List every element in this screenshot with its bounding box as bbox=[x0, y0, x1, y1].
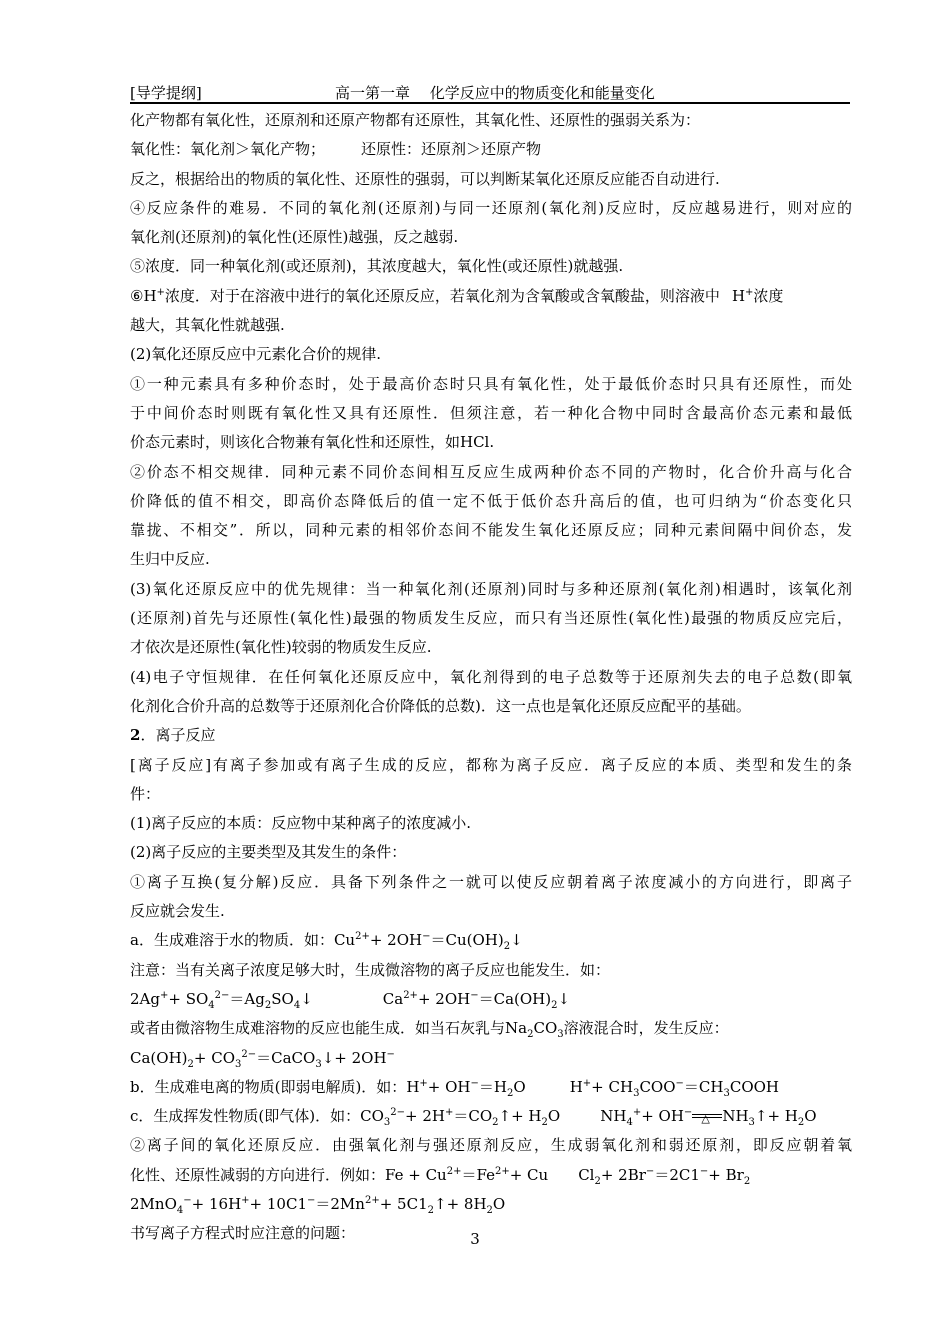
paragraph-line: 反应就会发生. bbox=[130, 902, 225, 921]
paragraph-line: 化产物都有氧化性，还原剂和还原产物都有还原性，其氧化性、还原性的强弱关系为： bbox=[130, 111, 701, 129]
paragraph-line: 反之，根据给出的物质的氧化性、还原性的强弱，可以判断某氧化还原反应能否自动进行. bbox=[130, 169, 720, 188]
equation-line: $2Ag^++ SO_4^{2-}=Ag_2SO_4↓$ $Ca^{2+}+$ $2OH^-=Ca(OH)_2↓$ bbox=[130, 989, 571, 1011]
paragraph-line: (3)氧化还原反应中的优先规律：当一种氧化剂(还原剂)同时与多种还原剂(氧化剂)相遇时，该氧化剂 bbox=[130, 579, 852, 598]
paragraph-line: 氧化剂(还原剂)的氧化性(还原性)越强，反之越弱. bbox=[130, 228, 459, 247]
section-heading: 2．离子反应 bbox=[130, 726, 216, 745]
equation-line: b．生成难电离的物质(即弱电解质)．如：$H^++ OH^-=H_2O$ $H^++ CH_3COO^-=CH_3COOH$ bbox=[130, 1077, 780, 1099]
header-tag: [导学提纲] bbox=[130, 84, 202, 102]
paragraph-line: ①一种元素具有多种价态时，处于最高价态时只具有氧化性，处于最低价态时只具有还原性，而处 bbox=[130, 374, 852, 393]
paragraph-line: 于中间价态时则既有氧化性又具有还原性．但须注意，若一种化合物中同时含最高价态元素和最低 bbox=[130, 403, 852, 422]
heating-condition-sign: △ bbox=[692, 1106, 722, 1124]
paragraph-line: (2)氧化还原反应中元素化合价的规律. bbox=[130, 345, 382, 364]
paragraph-line: (还原剂)首先与还原性(氧化性)最强的物质发生反应，而只有当还原性(氧化性)最强的物质反应完后， bbox=[130, 609, 852, 628]
paragraph-line: 件： bbox=[130, 784, 161, 803]
equation-line: $Ca(OH)_2+$ $CO_3^{2-}=CaCO_3↓+ 2OH^-$ bbox=[130, 1048, 395, 1070]
paragraph-line: 氧化性：氧化剂＞氧化产物； 还原性：还原剂＞还原产物 bbox=[130, 140, 542, 159]
paragraph-line: 书写离子方程式时应注意的问题： bbox=[130, 1224, 356, 1243]
paragraph-line: 价降低的值不相交，即高价态降低后的值一定不低于低价态升高后的值，也可归纳为“价态变化只 bbox=[130, 491, 852, 510]
equation-line: c．生成挥发性物质(即气体)．如：$CO_3^{2-}+$ $2H^+=CO_2↑+ H_2O$ $NH_4^++ OH^-$ △ $NH_3↑+ H_2O$ bbox=[130, 1107, 817, 1129]
paragraph-line: ④反应条件的难易．不同的氧化剂(还原剂)与同一还原剂(氧化剂)反应时，反应越易进行，则对应的 bbox=[130, 198, 852, 217]
paragraph-line: 才依次是还原性(氧化性)较弱的物质发生反应. bbox=[130, 638, 432, 657]
paragraph-line: (1)离子反应的本质：反应物中某种离子的浓度减小. bbox=[130, 814, 472, 833]
paragraph-line: 越大，其氧化性就越强. bbox=[130, 316, 285, 335]
paragraph-line: ②价态不相交规律．同种元素不同价态间相互反应生成两种价态不同的产物时，化合价升高与化合 bbox=[130, 462, 852, 481]
page-number: 3 bbox=[470, 1230, 480, 1248]
equation-line: 化性、还原性减弱的方向进行．例如：$Fe + Cu^{2+}=Fe^{2+}+ Cu$ $Cl_2+ 2Br^-=2C1^-+ Br_2$ bbox=[130, 1165, 751, 1187]
paragraph-line: 注意：当有关离子浓度足够大时，生成微溶物的离子反应也能发生．如： bbox=[130, 960, 611, 979]
paragraph-line: ⑤浓度．同一种氧化剂(或还原剂)，其浓度越大，氧化性(或还原性)就越强. bbox=[130, 257, 624, 276]
paragraph-line: 化剂化合价升高的总数等于还原剂化合价降低的总数)．这一点也是氧化还原反应配平的基础。 bbox=[130, 696, 751, 715]
equation-line: $2MnO_4^-+ 16H^++ 10C1^-=2Mn^{2+}+$ $5C1_2↑+ 8H_2O$ bbox=[130, 1194, 506, 1216]
equation-line: a．生成难溶于水的物质．如：$Cu^{2+}+$ $2OH^-=Cu(OH)_2↓$ bbox=[130, 931, 523, 953]
paragraph-line: (2)离子反应的主要类型及其发生的条件： bbox=[130, 843, 407, 862]
paragraph-line: (4)电子守恒规律．在任何氧化还原反应中，氧化剂得到的电子总数等于还原剂失去的电子总数(即氧 bbox=[130, 667, 852, 686]
paragraph-line: ①离子互换(复分解)反应．具备下列条件之一就可以使反应朝着离子浓度减小的方向进行，即离子 bbox=[130, 872, 852, 891]
paragraph-line: 靠拢、不相交”．所以，同种元素的相邻价态间不能发生氧化还原反应；同种元素间隔中间价态，发 bbox=[130, 521, 852, 540]
document-body bbox=[130, 106, 852, 1249]
header-title: 高一第一章 化学反应中的物质变化和能量变化 bbox=[335, 84, 655, 102]
paragraph-line: ②离子间的氧化还原反应．由强氧化剂与强还原剂反应，生成弱氧化剂和弱还原剂，即反应朝着氧 bbox=[130, 1136, 852, 1155]
paragraph-line: 价态元素时，则该化合物兼有氧化性和还原性，如HCl. bbox=[130, 433, 495, 452]
paragraph-line: ⑥H+浓度．对于在溶液中进行的氧化还原反应，若氧化剂为含氧酸或含氧酸盐，则溶液中 H+浓度 bbox=[130, 286, 784, 305]
paragraph-line: 或者由微溶物生成难溶物的反应也能生成．如当石灰乳与$Na_2CO_3$溶液混合时，发生反应： bbox=[130, 1019, 729, 1041]
page-header bbox=[130, 80, 850, 104]
paragraph-line: [离子反应]有离子参加或有离子生成的反应，都称为离子反应．离子反应的本质、类型和发生的条 bbox=[130, 755, 852, 774]
paragraph-line: 生归中反应. bbox=[130, 550, 210, 569]
